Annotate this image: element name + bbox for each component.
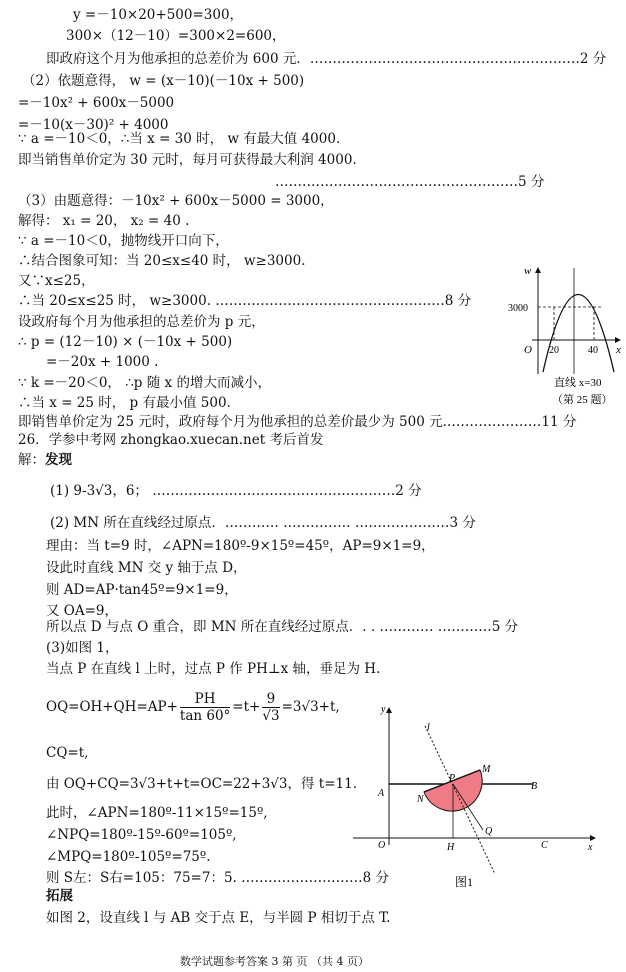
line-41: 如图 2，设直线 l 与 AB 交于点 E，与半圆 P 相切于点 T. — [46, 910, 391, 926]
fig1-l-label: l — [427, 722, 430, 733]
line-30: 所以点 D 与点 O 重合，即 MN 所在直线经过原点．. . ………… …………5 分 — [46, 619, 519, 635]
line-36: 此时，∠APN=180º-11×15º=15º, — [46, 805, 268, 821]
text: (2) MN 所在直线经过原点． — [50, 515, 225, 531]
fraction-ph-tan60 — [180, 691, 230, 724]
text: (1) 9-3√3，6； — [50, 483, 148, 499]
fig1-m-label: M — [482, 764, 491, 775]
solution-label: 解： — [18, 452, 45, 468]
score: 2 分 — [395, 483, 422, 499]
fig1-caption: 图1 — [455, 875, 474, 889]
line-34: CQ=t, — [46, 745, 89, 761]
line-19: ∵ k =－20＜0， ∴p 随 x 的增大而减小， — [18, 375, 271, 391]
line-35: 由 OQ+CQ=3√3+t+t=OC=22+3√3，得 t=11. — [46, 776, 357, 792]
line-37: ∠NPQ=180º-15º-60º=105º, — [46, 827, 237, 843]
figure-1 — [345, 700, 605, 895]
text: 所以点 D 与点 O 重合，即 MN 所在直线经过原点． — [46, 619, 363, 635]
score: 8 分 — [362, 870, 390, 886]
line-6: =－10(x－30)² + 4000 — [18, 117, 169, 133]
caption-q25: （第 25 题） — [552, 394, 613, 406]
score: 5 分 — [518, 174, 545, 190]
formula-left: OQ=OH+QH=AP+ — [46, 699, 178, 715]
line-12: ∵ a =－10＜0，抛物线开口向下， — [18, 233, 229, 249]
line-17: ∴ p = (12－10) × (－10x + 500) — [18, 334, 233, 350]
w-label: w — [524, 265, 532, 277]
line-28: 则 AD=AP·tan45º=9×1=9， — [46, 582, 238, 598]
text: 则 S左：S右=105：75=7：5. — [46, 870, 237, 886]
line-32: 当点 P 在直线 l 上时，过点 P 作 PH⊥x 轴，垂足为 H. — [46, 661, 381, 677]
denominator: tan 60° — [179, 708, 231, 724]
fig1-c-label: C — [541, 840, 548, 851]
line-29: 又 OA=9， — [46, 603, 119, 619]
formula-right: =3√3+t, — [281, 699, 340, 715]
fig1-y-label: y — [381, 704, 386, 715]
fig1-h-label: H — [447, 842, 455, 853]
line-8: 即当销售单价定为 30 元时，每月可获得最大利润 4000. — [18, 152, 357, 168]
numerator: 9 — [262, 691, 279, 708]
line-15: ∴当 20≤x≤25 时， w≥3000. ……………………………………………8 分 — [18, 293, 472, 309]
line-7: ∵ a =－10＜0，∴当 x = 30 时， w 有最大值 4000. — [18, 131, 341, 147]
fig1-o-label: O — [378, 840, 386, 851]
line-38: ∠MPQ=180º-105º=75º. — [46, 849, 211, 865]
tick-40: 40 — [588, 345, 598, 356]
score: 8 分 — [444, 293, 472, 309]
score: 5 分 — [491, 619, 519, 635]
formula-mid: =t+ — [232, 699, 261, 715]
denominator: √3 — [262, 708, 280, 724]
heading-discover: 发现 — [45, 452, 72, 468]
parabola-graph — [498, 262, 624, 412]
line-23 — [18, 451, 72, 469]
page-footer: 数学试题参考答案 3 第 页 （共 4 页） — [180, 955, 369, 968]
origin-label: O — [524, 344, 532, 356]
text: 即政府这个月为他承担的总差价为 600 元． — [46, 51, 310, 67]
text: ∴当 20≤x≤25 时， w≥3000. — [18, 293, 211, 309]
fig1-p-label: P — [449, 773, 456, 784]
tick-20: 20 — [549, 345, 559, 356]
line-11: 解得： x₁ = 20， x₂ = 40 . — [18, 213, 190, 229]
line-9: ………………………………………………5 分 — [275, 174, 545, 190]
fraction-9-sqrt3 — [262, 691, 279, 724]
line-1: y =－10×20+500=300， — [73, 7, 244, 23]
line-14: 又∵x≤25， — [18, 273, 95, 289]
score: 11 分 — [541, 414, 577, 430]
numerator: PH — [180, 691, 230, 708]
line-16: 设政府每个月为他承担的总差价为 p 元， — [18, 314, 265, 330]
line-3: 即政府这个月为他承担的总差价为 600 元．……………………………………………………2 分 — [46, 51, 607, 67]
score: 2 分 — [579, 51, 607, 67]
heading-extend: 拓展 — [46, 888, 73, 904]
line-24: (1) 9-3√3，6； ………………………………………………2 分 — [50, 483, 422, 499]
line-13: ∴结合图象可知：当 20≤x≤40 时， w≥3000. — [18, 253, 306, 269]
line-10: （3）由题意得：－10x² + 600x－5000 = 3000， — [18, 193, 334, 209]
x-label: x — [616, 344, 621, 356]
line-33-formula — [46, 690, 340, 724]
score: 3 分 — [449, 515, 476, 531]
line-31: (3)如图 1， — [46, 640, 119, 656]
fig1-n-label: N — [417, 794, 424, 805]
fig1-a-label: A — [378, 788, 385, 799]
line-2: 300×（12－10）=300×2=600， — [66, 28, 286, 44]
line-26: 理由：当 t=9 时，∠APN=180º-9×15º=45º，AP=9×1=9， — [46, 538, 435, 554]
caption-line-x30: 直线 x=30 — [554, 377, 602, 389]
fig1-x-label: x — [588, 842, 593, 853]
line-4: （2）依题意得， w = (x－10)(－10x + 500) — [22, 73, 305, 89]
line-39: 则 S左：S右=105：75=7：5. ………………………8 分 — [46, 870, 390, 886]
fig1-b-label: B — [531, 781, 538, 792]
fig1-q-label: Q — [485, 826, 493, 837]
line-18: =－20x + 1000 . — [46, 354, 159, 370]
line-21: 即销售单价定为 25 元时，政府每个月为他承担的总差价最少为 500 元.…………………11 分 — [18, 414, 577, 430]
text: 即销售单价定为 25 元时，政府每个月为他承担的总差价最少为 500 元. — [18, 414, 447, 430]
line-5: =－10x² + 600x－5000 — [18, 95, 175, 111]
line-22: 26．学参中考网 zhongkao.xuecan.net 考后首发 — [18, 432, 324, 448]
line-27: 设此时直线 MN 交 y 轴于点 D， — [46, 560, 247, 576]
line-25: (2) MN 所在直线经过原点．………… …………… …………………3 分 — [50, 515, 476, 531]
tick-3000: 3000 — [508, 303, 528, 314]
line-20: ∴当 x = 25 时， p 有最小值 500. — [18, 395, 231, 411]
